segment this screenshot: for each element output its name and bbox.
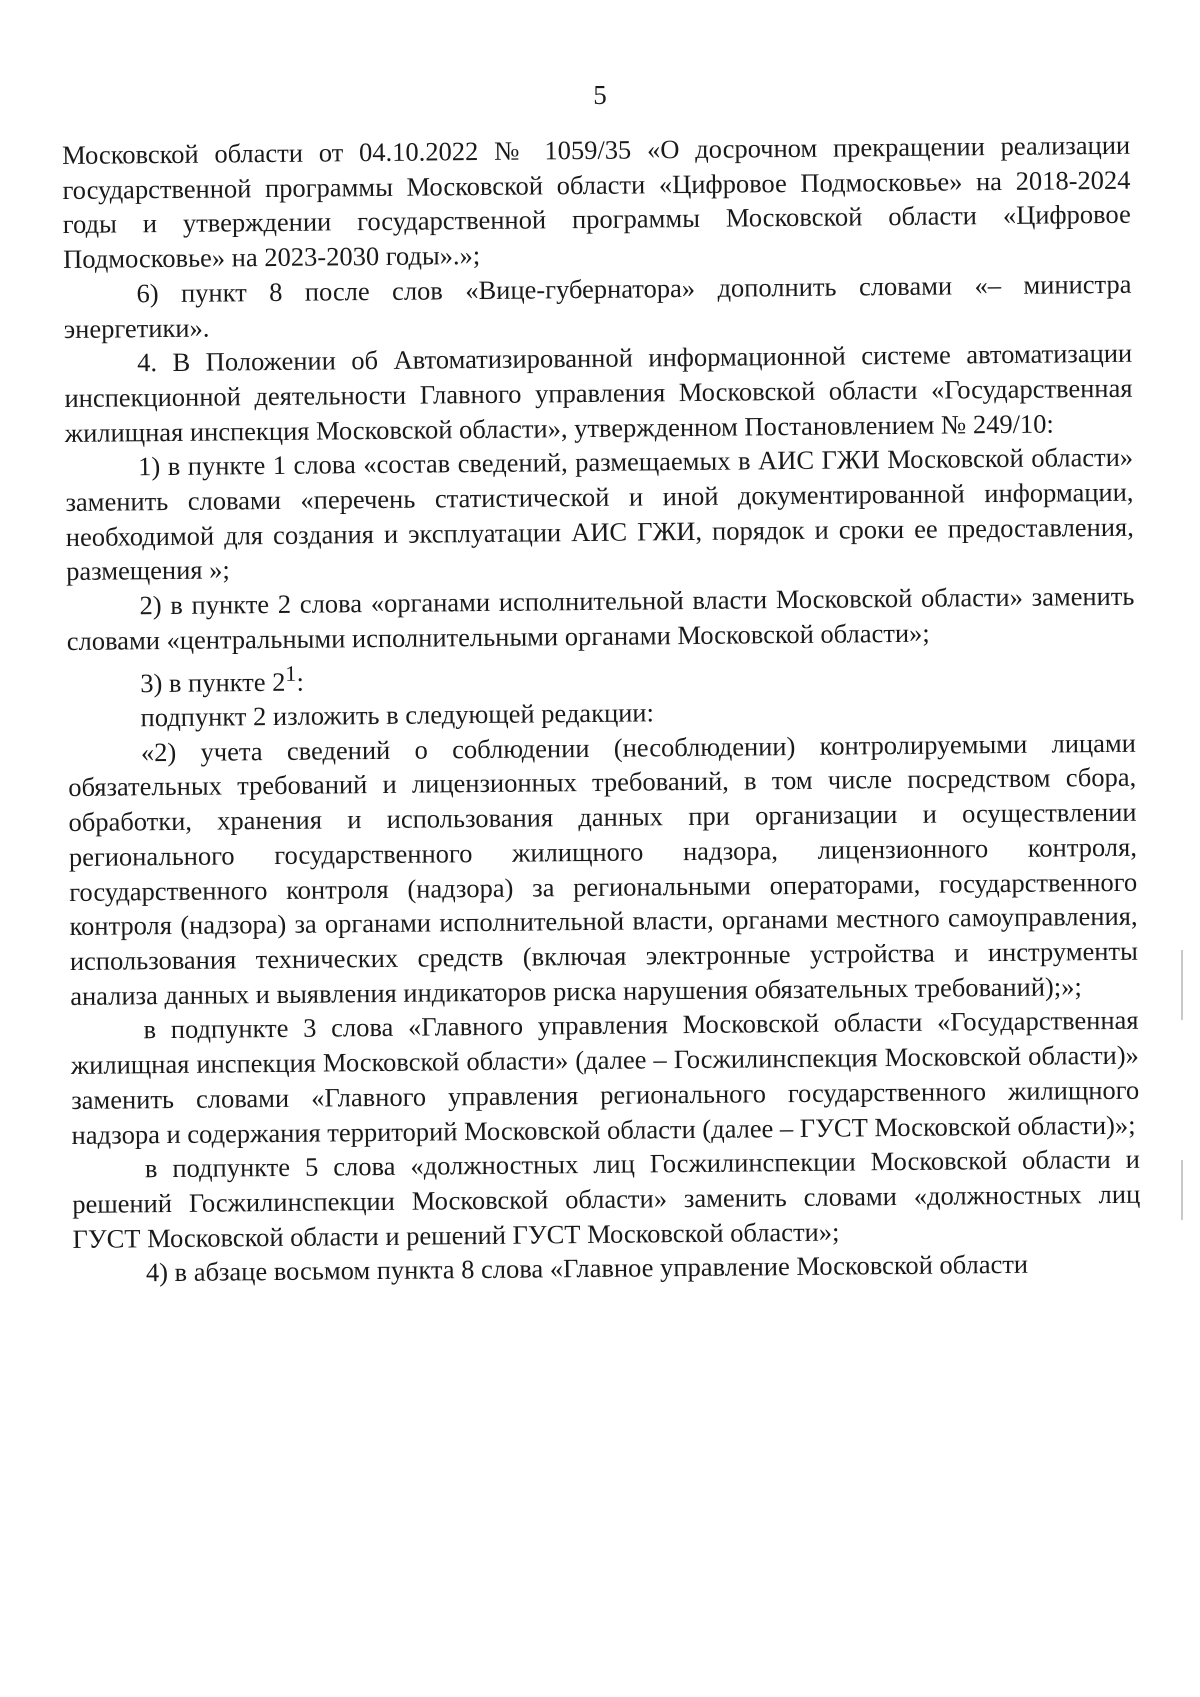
paragraph-subitem-2-text: «2) учета сведений о соблюдении (несоблюдении) контролируемыми лицами обязательных требований и лицензионных требований, в том числе посредством сбора, обработки, хранения и использования данных при организации и осуществлении регионального государственного жилищного надзора, лицензионного контроля, государственного контроля (надзора) за региональными операторами, государственного контроля (надзора) за органами исполнительной власти, органами местного самоуправления, использования технических средств (включая электронные устройства и инструменты анализа данных и выявления индикаторов риска нарушения обязательных требований);»; bbox=[68, 727, 1138, 1011]
paragraph-item-1: 1) в пункте 1 слова «состав сведений, размещаемых в АИС ГЖИ Московской области» заменить словами «перечень статистической и иной документированной информации, необходимой для создания и эксплуатации АИС ГЖИ, порядок и сроки ее предоставления, размещения »; bbox=[65, 442, 1134, 587]
page-number: 5 bbox=[593, 80, 607, 110]
paragraph-continuation: Московской области от 04.10.2022 № 1059/35 «О досрочном прекращении реализации государственной программы Московской области «Цифровое Подмосковье» на 2018-2024 годы и утверждении государственной программы Московской области «Цифровое Подмосковье» на 2023-2030 годы».»; bbox=[62, 129, 1131, 275]
paragraph-subitem-3: в подпункте 3 слова «Главного управления Московской области «Государственная жилищная инспекция Московской области» (далее – Госжилинспекция Московской области)» заменить словами «Главного управления регионального государственного жилищного надзора и содержания территорий Московской области (далее – ГУСТ Московской области)»; bbox=[70, 1005, 1140, 1150]
paragraph-section-4: 4. В Положении об Автоматизированной информационной системе автоматизации инспекционной деятельности Главного управления Московской области «Государственная жилищная инспекция Московской области», утвержденном Постановлением № 249/10: bbox=[64, 337, 1133, 448]
paragraph-subitem-2-intro: подпункт 2 изложить в следующей редакции: bbox=[140, 697, 655, 733]
paragraph-item-6: 6) пункт 8 после слов «Вице-губернатора» дополнить словами «– министра энергетики». bbox=[63, 268, 1132, 344]
item-3-colon: : bbox=[296, 666, 304, 697]
paragraph-subitem-5: в подпункте 5 слова «должностных лиц Госжилинспекции Московской области и решений Госжилинспекции Московской области» заменить словами «должностных лиц ГУСТ Московской области и решений ГУСТ Московской области»; bbox=[72, 1143, 1141, 1254]
item-3-text: 3) в пункте 2 bbox=[140, 666, 286, 698]
paragraph-item-2: 2) в пункте 2 слова «органами исполнительной власти Московской области» заменить словами «центральными исполнительными органами Московской области»; bbox=[66, 580, 1135, 656]
paragraph-item-4: 4) в абзаце восьмом пункта 8 слова «Главное управление Московской области bbox=[145, 1249, 1029, 1288]
scan-edge-mark bbox=[1181, 1160, 1183, 1220]
document-body bbox=[62, 128, 1141, 1291]
item-3-superscript: 1 bbox=[285, 660, 297, 686]
scan-edge-mark bbox=[1181, 950, 1183, 1020]
